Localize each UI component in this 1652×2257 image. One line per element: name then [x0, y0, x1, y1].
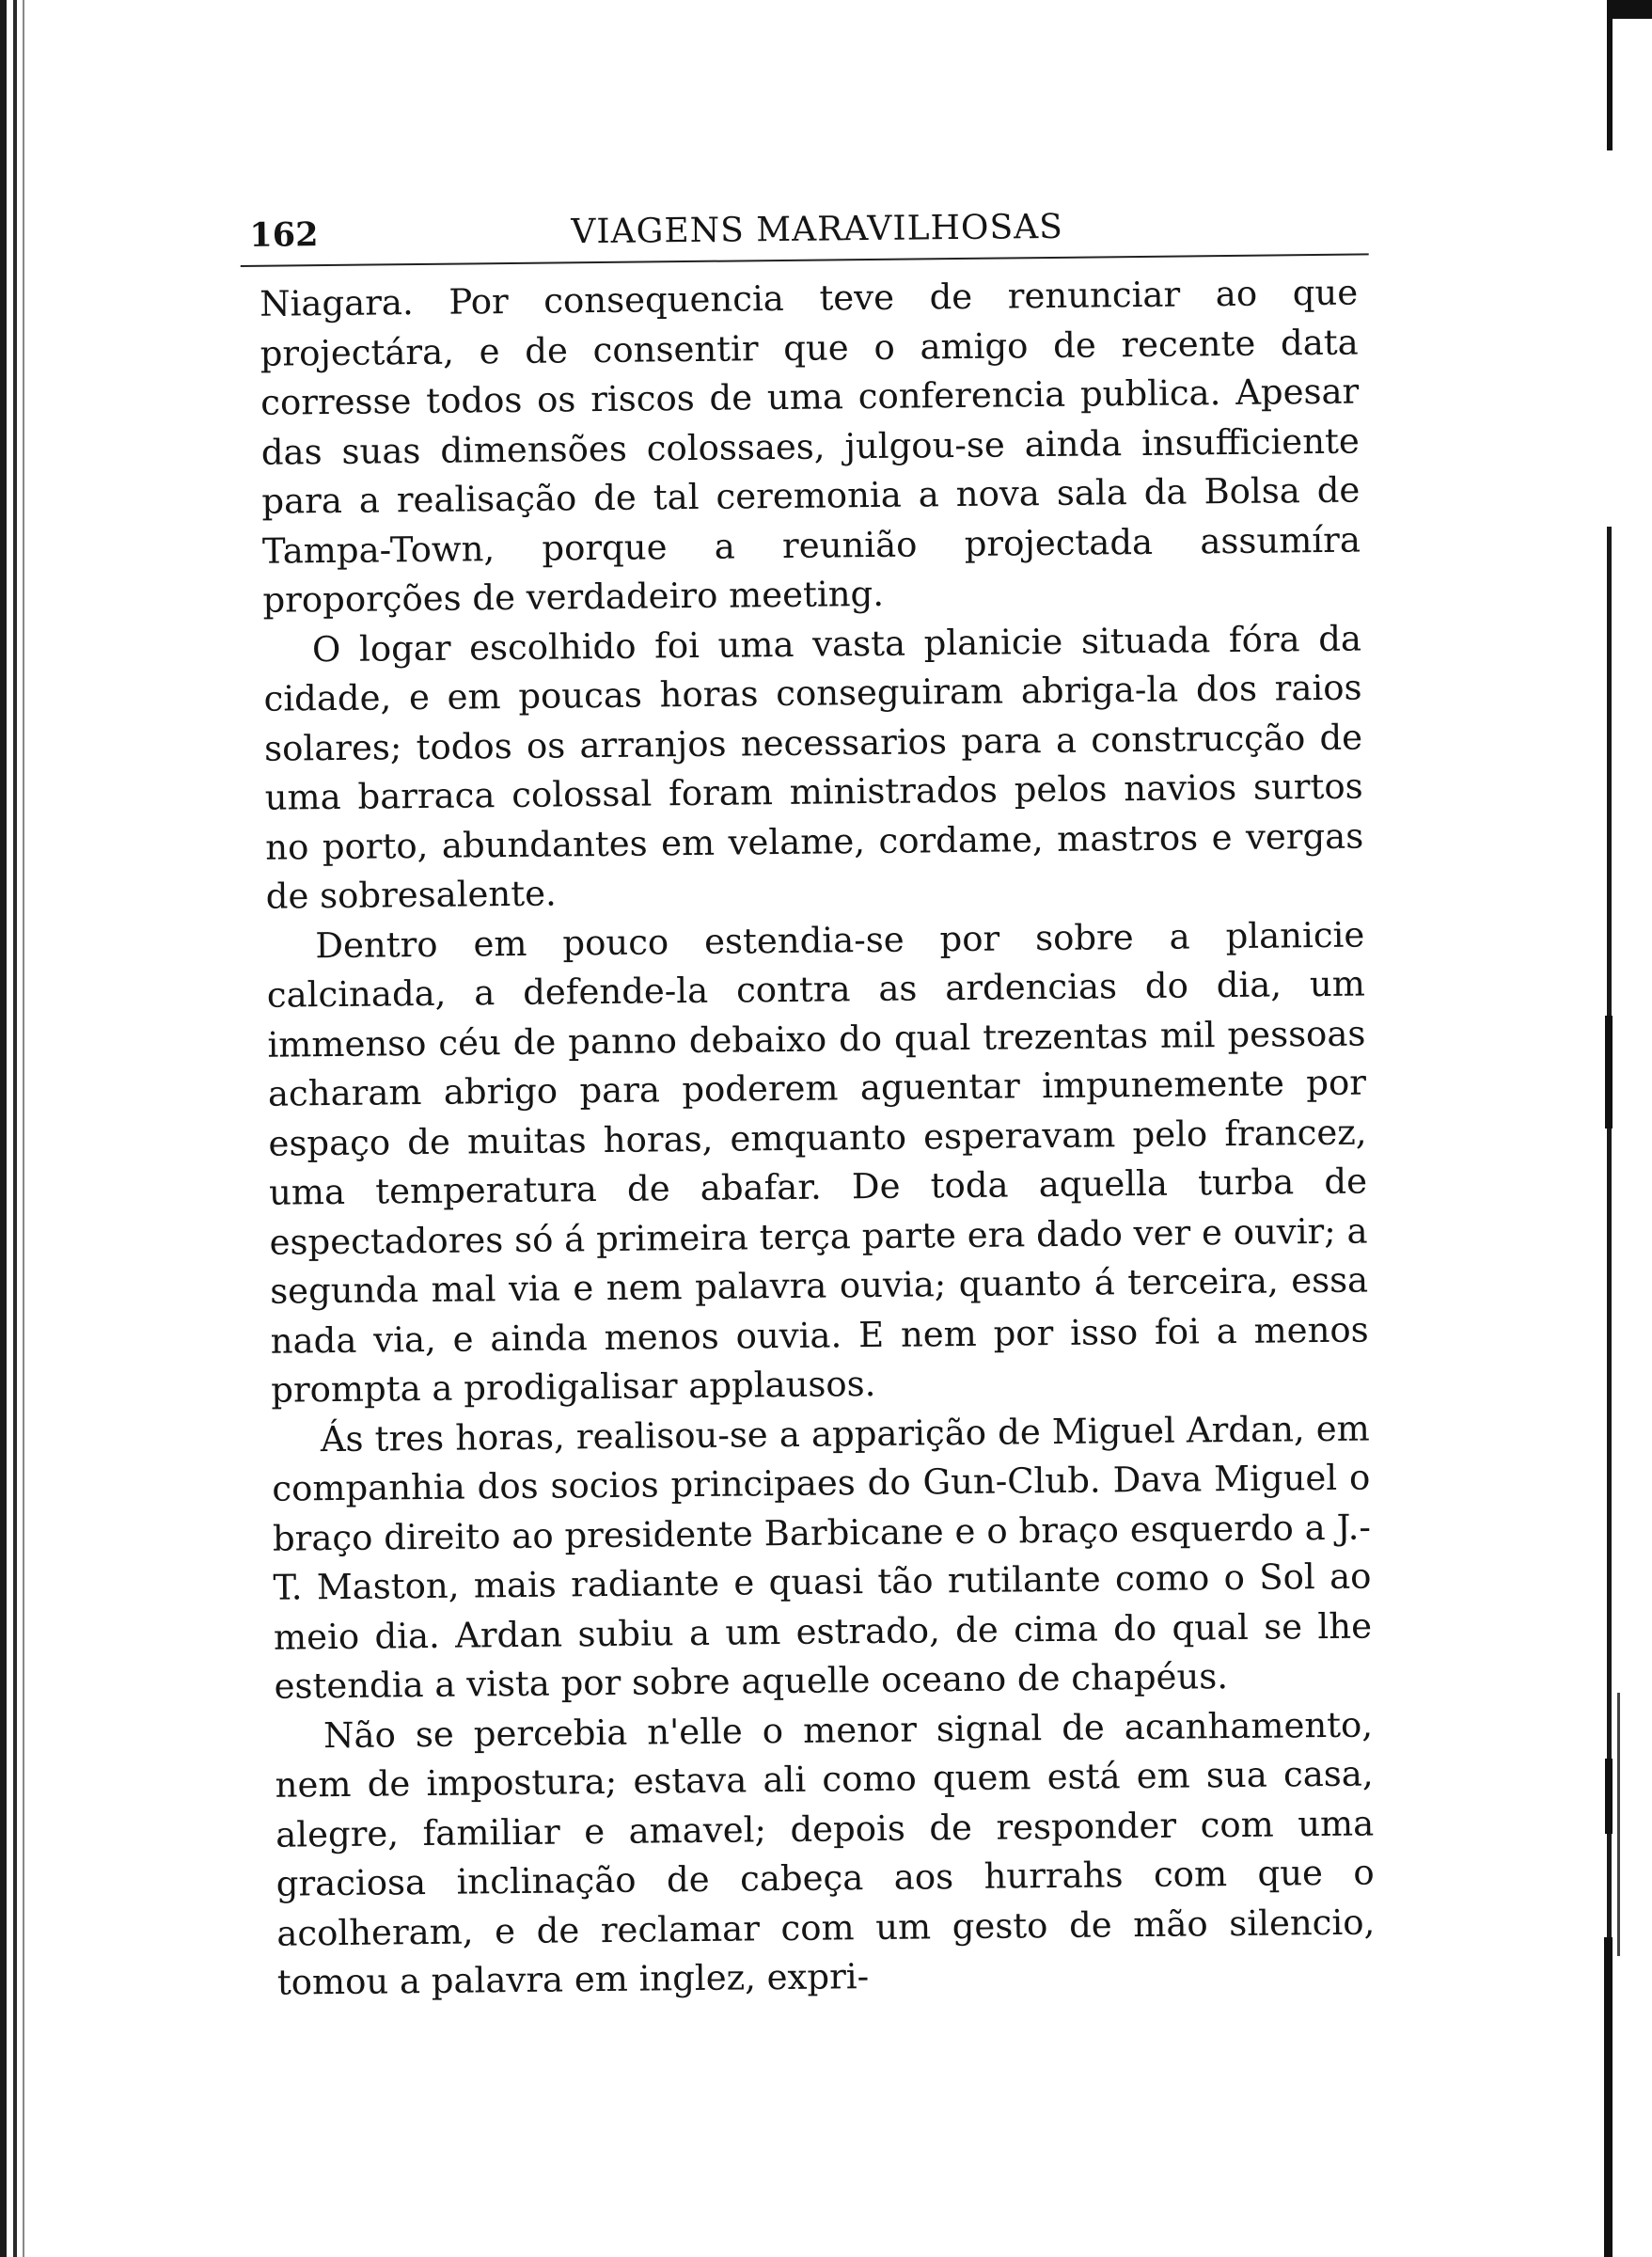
body-text — [241, 268, 1387, 2008]
paragraph: Ás tres horas, realisou-se a apparição de Miguel Ardan, em companhia dos socios principaes do Gun-Club. Dava Miguel o braço direito ao presidente Barbicane e o braço esquerdo a J.-T. Maston, mais radiante e quasi tão rutilante como o Sol ao meio dia. Ardan subiu a um estrado, de cima do qual se lhe estendia a vista por sobre aquelle oceano de chapéus. — [272, 1407, 1373, 1707]
page-number: 162 — [249, 215, 319, 255]
running-head — [240, 185, 1369, 267]
paragraph: Niagara. Por consequencia teve de renunciar ao que projectára, e de consentir que o amigo de recente data corresse todos os riscos de uma conferencia publica. Apesar das suas dimensões colossaes, julgou-se ainda insufficiente para a realisação de tal ceremonia a nova sala da Bolsa de Tampa-Town, porque a reunião projectada assumíra proporções de verdadeiro meeting. — [259, 272, 1361, 621]
scan-edge-left — [0, 0, 38, 2257]
paragraph: O logar escolhido foi uma vasta planicie situada fóra da cidade, e em poucas horas conseguiram abriga-la dos raios solares; todos os arranjos necessarios para a construcção de uma barraca colossal foram ministrados pelos navios surtos no porto, abundantes em velame, cordame, mastros e vergas de sobresalente. — [263, 618, 1364, 917]
running-title: VIAGENS MARAVILHOSAS — [571, 207, 1063, 252]
paragraph: Dentro em pouco estendia-se por sobre a planicie calcinada, a defende-la contra as ardencias do dia, um immenso céu de panno debaixo do qual trezentas mil pessoas acharam abrigo para poderem aguentar impunemente por espaço de muitas horas, emquanto esperavam pelo francez, uma temperatura de abafar. De toda aquella turba de espectadores só á primeira terça parte era dado ver e ouvir; a segunda mal via e nem palavra ouvia; quanto á terceira, essa nada via, e ainda menos ouvia. E nem por isso foi a menos prompta a prodigalisar applausos. — [266, 914, 1369, 1411]
paragraph: Não se percebia n'elle o menor signal de acanhamento, nem de impostura; estava ali como quem está em sua casa, alegre, familiar e amavel; depois de responder com uma graciosa inclinação de cabeça aos hurrahs com que o acolheram, e de reclamar com um gesto de mão silencio, tomou a palavra em inglez, expri- — [275, 1703, 1376, 2003]
scan-edge-right — [1549, 0, 1652, 2257]
book-page — [240, 185, 1387, 2008]
